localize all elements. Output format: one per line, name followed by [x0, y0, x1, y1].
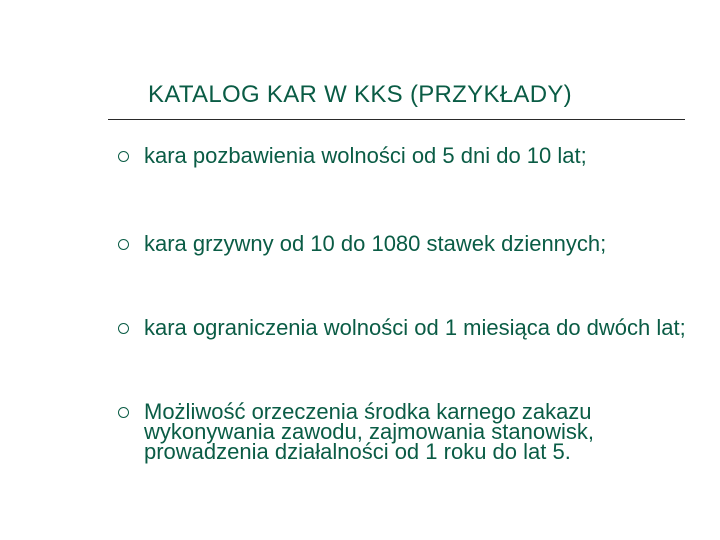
hollow-circle-bullet-icon: [118, 239, 129, 250]
title-divider: [108, 119, 685, 120]
bullet-text: Możliwość orzeczenia środka karnego zakazu wykonywania zawodu, zajmowania stanowisk, prowadzenia działalności od 1 roku do lat 5.: [144, 399, 594, 464]
bullet-text: kara grzywny od 10 do 1080 stawek dziennych;: [144, 231, 607, 256]
bullet-text: kara pozbawienia wolności od 5 dni do 10 lat;: [144, 143, 587, 168]
hollow-circle-bullet-icon: [118, 407, 129, 418]
hollow-circle-bullet-icon: [118, 323, 129, 334]
hollow-circle-bullet-icon: [118, 151, 129, 162]
bullet-text: kara ograniczenia wolności od 1 miesiąca do dwóch lat;: [144, 315, 686, 340]
slide-title: KATALOG KAR W KKS (PRZYKŁADY): [148, 81, 572, 108]
